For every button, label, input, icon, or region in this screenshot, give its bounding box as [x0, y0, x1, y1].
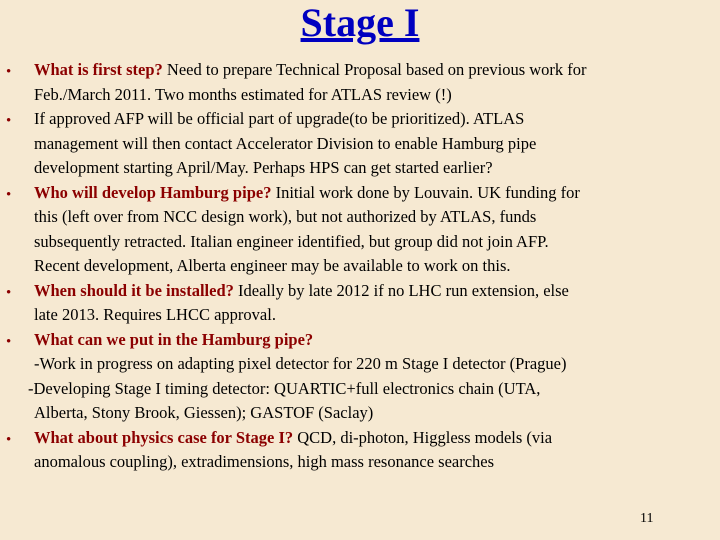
bullet-5	[34, 328, 313, 353]
bullet-4-lead: When should it be installed?	[34, 280, 234, 300]
bullet-2: If approved AFP will be official part of upgrade(to be prioritized). ATLAS	[34, 109, 525, 128]
bullet-4-line-2: late 2013. Requires LHCC approval.	[34, 305, 276, 324]
bullet-marker: •	[6, 186, 12, 203]
subitem-2-line-2: Alberta, Stony Brook, Giessen); GASTOF (Saclay)	[34, 403, 374, 422]
bullet-3-line-2: this (left over from NCC design work), but not authorized by ATLAS, funds	[34, 207, 537, 226]
bullet-1-lead: What is first step?	[34, 60, 163, 79]
bullet-marker: •	[6, 64, 12, 80]
bullet-marker: •	[6, 284, 12, 301]
bullet-4	[34, 279, 569, 304]
bullet-3	[34, 181, 580, 206]
page-number: 11	[640, 511, 654, 526]
bullet-3-line-4: Recent development, Alberta engineer may be available to work on this.	[34, 256, 511, 275]
bullet-4-text: Ideally by late 2012 if no LHC run extension, else	[233, 280, 569, 300]
bullet-6	[34, 426, 552, 451]
bullet-marker: •	[6, 113, 12, 129]
bullet-1-line-2: Feb./March 2011. Two months estimated for ATLAS review (!)	[34, 84, 452, 104]
bullet-1	[34, 58, 587, 83]
subitem-2: -Developing Stage I timing detector: QUARTIC+full electronics chain (UTA,	[28, 378, 541, 398]
bullet-3-text: Initial work done by Louvain. UK funding for	[271, 182, 580, 202]
bullet-marker: •	[6, 333, 12, 350]
bullet-5-lead: What can we put in the Hamburg pipe?	[34, 329, 314, 349]
bullet-6-text: QCD, di-photon, Higgless models (via	[293, 427, 553, 447]
bullet-3-line-3: subsequently retracted. Italian engineer identified, but group did not join AFP.	[34, 231, 549, 251]
bullet-marker: •	[6, 431, 12, 448]
bullet-2-line-2: management will then contact Accelerator Division to enable Hamburg pipe	[34, 133, 537, 153]
bullet-1-text: Need to prepare Technical Proposal based on previous work for	[162, 60, 587, 79]
bullet-6-lead: What about physics case for Stage I?	[34, 427, 294, 447]
subitem-1: -Work in progress on adapting pixel detector for 220 m Stage I detector (Prague)	[34, 354, 567, 373]
bullet-6-line-2: anomalous coupling), extradimensions, high mass resonance searches	[34, 452, 495, 471]
slide-title: Stage I	[300, 0, 420, 45]
bullet-3-lead: Who will develop Hamburg pipe?	[34, 182, 272, 202]
bullet-2-line-3: development starting April/May. Perhaps HPS can get started earlier?	[34, 158, 493, 177]
